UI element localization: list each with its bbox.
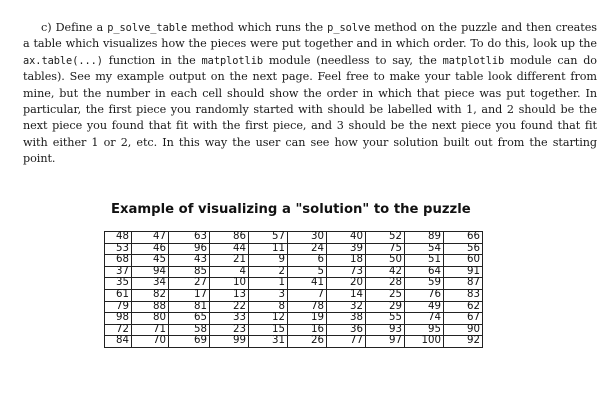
table-cell: 80 (132, 313, 169, 325)
table-cell: 75 (366, 243, 405, 255)
table-cell: 5 (288, 266, 327, 278)
table-cell: 90 (444, 324, 483, 336)
table-cell: 1 (249, 278, 288, 290)
code-ax-table: ax.table(...) (23, 54, 103, 67)
table-cell: 26 (288, 336, 327, 348)
table-cell: 67 (444, 313, 483, 325)
table-cell: 17 (169, 289, 210, 301)
table-cell: 45 (132, 255, 169, 267)
table-cell: 34 (132, 278, 169, 290)
table-cell: 69 (169, 336, 210, 348)
table-cell: 61 (105, 289, 132, 301)
table-cell: 74 (405, 313, 444, 325)
table-cell: 27 (169, 278, 210, 290)
table-cell: 4 (210, 266, 249, 278)
table-cell: 98 (105, 313, 132, 325)
table-cell: 3 (249, 289, 288, 301)
table-cell: 53 (105, 243, 132, 255)
problem-statement: c) Define a p_solve_table method which runs the p_solve method on the puzzle and then creates a table which visualizes how the pieces were put together and in which order. To do this, look up the ax.table(...) function in the matplotlib module (needless to say, the matplotlib module can do tables). See my example output on the next page. Feel free to make your table look different from mine, but the number in each cell should show the order in which that piece was put together. In particular, the first piece you randomly started with should be labelled with 1, and 2 should be the next piece you found that fit with the first piece, and 3 should be the next piece you found that fit with either 1 or 2, etc. In this way the user can see how your solution built out from the starting point. (23, 21, 597, 166)
table-cell: 83 (444, 289, 483, 301)
table-cell: 7 (288, 289, 327, 301)
table-cell: 19 (288, 313, 327, 325)
table-cell: 86 (210, 232, 249, 244)
table-cell: 66 (444, 232, 483, 244)
table-cell: 59 (405, 278, 444, 290)
table-row (105, 301, 483, 313)
table-cell: 97 (366, 336, 405, 348)
table-cell: 64 (405, 266, 444, 278)
table-cell: 32 (327, 301, 366, 313)
table-cell: 20 (327, 278, 366, 290)
table-cell: 87 (444, 278, 483, 290)
table-cell: 35 (105, 278, 132, 290)
table-cell: 23 (210, 324, 249, 336)
table-cell: 70 (132, 336, 169, 348)
table-cell: 65 (169, 313, 210, 325)
table-cell: 85 (169, 266, 210, 278)
table-cell: 31 (249, 336, 288, 348)
table-cell: 76 (405, 289, 444, 301)
table-cell: 57 (249, 232, 288, 244)
figure-title: Example of visualizing a "solution" to the puzzle (111, 202, 471, 217)
table-row (105, 266, 483, 278)
table-cell: 2 (249, 266, 288, 278)
table-cell: 33 (210, 313, 249, 325)
table-cell: 30 (288, 232, 327, 244)
table-cell: 95 (405, 324, 444, 336)
table-cell: 25 (366, 289, 405, 301)
table-row (105, 313, 483, 325)
table-cell: 91 (444, 266, 483, 278)
table-row (105, 289, 483, 301)
table-cell: 10 (210, 278, 249, 290)
table-cell: 52 (366, 232, 405, 244)
table-cell: 36 (327, 324, 366, 336)
table-cell: 43 (169, 255, 210, 267)
table-cell: 94 (132, 266, 169, 278)
table-cell: 29 (366, 301, 405, 313)
table-row (105, 278, 483, 290)
problem-label: c) (41, 21, 52, 34)
table-cell: 50 (366, 255, 405, 267)
table-cell: 60 (444, 255, 483, 267)
table-cell: 15 (249, 324, 288, 336)
table-cell: 11 (249, 243, 288, 255)
table-cell: 68 (105, 255, 132, 267)
table-cell: 41 (288, 278, 327, 290)
table-cell: 71 (132, 324, 169, 336)
table-cell: 24 (288, 243, 327, 255)
table-cell: 48 (105, 232, 132, 244)
table-cell: 6 (288, 255, 327, 267)
table-cell: 78 (288, 301, 327, 313)
table-row (105, 232, 483, 244)
table-cell: 56 (444, 243, 483, 255)
table-cell: 82 (132, 289, 169, 301)
table-cell: 77 (327, 336, 366, 348)
table-cell: 22 (210, 301, 249, 313)
code-matplotlib-2: matplotlib (442, 54, 505, 67)
table-cell: 8 (249, 301, 288, 313)
table-cell: 89 (405, 232, 444, 244)
code-matplotlib: matplotlib (201, 54, 264, 67)
table-cell: 92 (444, 336, 483, 348)
table-cell: 37 (105, 266, 132, 278)
table-row (105, 243, 483, 255)
table-cell: 28 (366, 278, 405, 290)
table-cell: 51 (405, 255, 444, 267)
table-cell: 47 (132, 232, 169, 244)
table-cell: 84 (105, 336, 132, 348)
solution-order-table (104, 231, 483, 348)
table-cell: 40 (327, 232, 366, 244)
table-cell: 14 (327, 289, 366, 301)
code-p-solve-table: p_solve_table (107, 22, 188, 34)
table-cell: 18 (327, 255, 366, 267)
table-cell: 44 (210, 243, 249, 255)
table-cell: 16 (288, 324, 327, 336)
table-cell: 96 (169, 243, 210, 255)
table-cell: 72 (105, 324, 132, 336)
table-cell: 13 (210, 289, 249, 301)
table-cell: 100 (405, 336, 444, 348)
table-cell: 93 (366, 324, 405, 336)
table-cell: 81 (169, 301, 210, 313)
table-row (105, 324, 483, 336)
table-cell: 12 (249, 313, 288, 325)
table-cell: 38 (327, 313, 366, 325)
table-cell: 62 (444, 301, 483, 313)
table-cell: 21 (210, 255, 249, 267)
table-row (105, 255, 483, 267)
table-cell: 73 (327, 266, 366, 278)
table-cell: 54 (405, 243, 444, 255)
table-cell: 99 (210, 336, 249, 348)
table-cell: 63 (169, 232, 210, 244)
table-cell: 39 (327, 243, 366, 255)
table-cell: 79 (105, 301, 132, 313)
table-cell: 55 (366, 313, 405, 325)
code-p-solve: p_solve (327, 22, 371, 34)
table-cell: 42 (366, 266, 405, 278)
table-cell: 58 (169, 324, 210, 336)
table-cell: 49 (405, 301, 444, 313)
table-cell: 9 (249, 255, 288, 267)
table-cell: 46 (132, 243, 169, 255)
table-row (105, 336, 483, 348)
table-cell: 88 (132, 301, 169, 313)
